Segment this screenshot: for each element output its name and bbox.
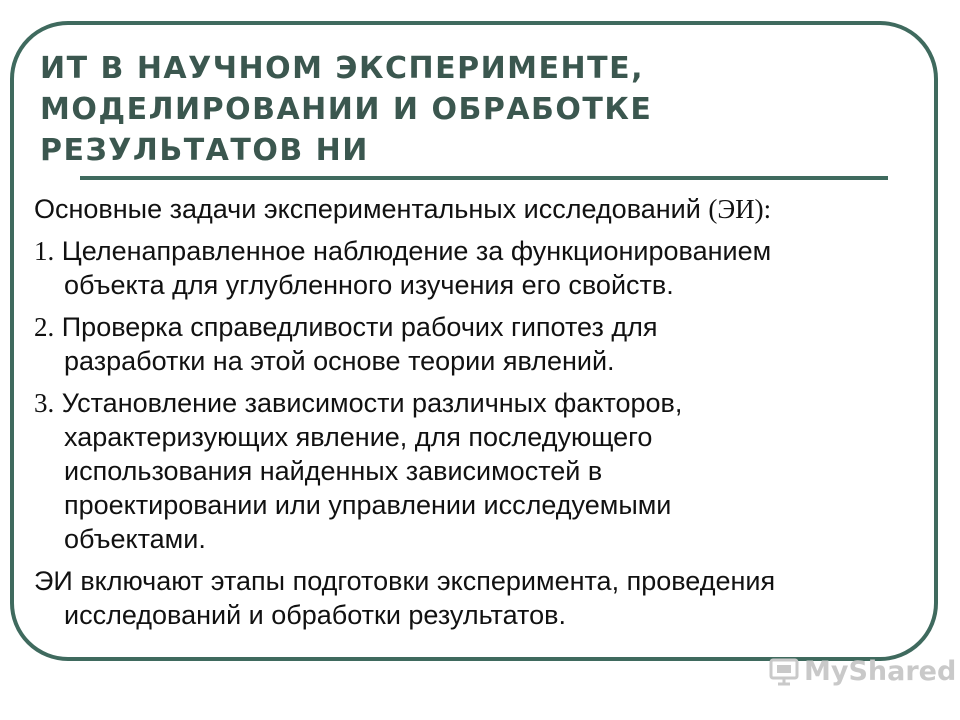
list-number: 2. xyxy=(34,312,55,342)
title-divider xyxy=(80,176,888,180)
presentation-icon xyxy=(768,655,800,687)
watermark xyxy=(768,655,956,687)
list-item-text: Проверка справедливости рабочих гипотез для xyxy=(61,312,658,342)
list-item-text: Установление зависимости различных факторов, xyxy=(61,388,683,418)
list-item-text: проектировании или управлении исследуемыми xyxy=(64,490,672,520)
list-number: 1. xyxy=(34,236,55,266)
list-item-text: разработки на этой основе теории явлений. xyxy=(64,346,615,376)
closing-paragraph xyxy=(34,564,914,632)
list-item-text: характеризующих явление, для последующего xyxy=(64,422,653,452)
list-item-text: использования найденных зависимостей в xyxy=(64,456,603,486)
intro-paragraph xyxy=(34,192,914,226)
intro-text: Основные задачи экспериментальных исследований xyxy=(34,194,709,224)
list-item-text: объектами. xyxy=(64,524,206,554)
list-item-1 xyxy=(34,234,914,302)
closing-text: исследований и обработки результатов. xyxy=(64,600,566,630)
list-number: 3. xyxy=(34,388,55,418)
intro-abbreviation: (ЭИ): xyxy=(708,194,772,224)
slide-body xyxy=(34,192,914,640)
list-item-text: Целенаправленное наблюдение за функционированием xyxy=(61,236,772,266)
closing-text: ЭИ включают этапы подготовки эксперимента, проведения xyxy=(34,566,776,596)
list-item-text: объекта для углубленного изучения его свойств. xyxy=(64,270,674,300)
watermark-text: MyShared xyxy=(804,655,957,687)
title-line: РЕЗУЛЬТАТОВ НИ xyxy=(40,133,369,168)
title-line: ИТ В НАУЧНОМ ЭКСПЕРИМЕНТЕ, xyxy=(40,51,644,86)
title-line: МОДЕЛИРОВАНИИ И ОБРАБОТКЕ xyxy=(40,92,653,127)
list-item-3 xyxy=(34,386,914,556)
slide-title xyxy=(40,48,860,171)
list-item-2 xyxy=(34,310,914,378)
